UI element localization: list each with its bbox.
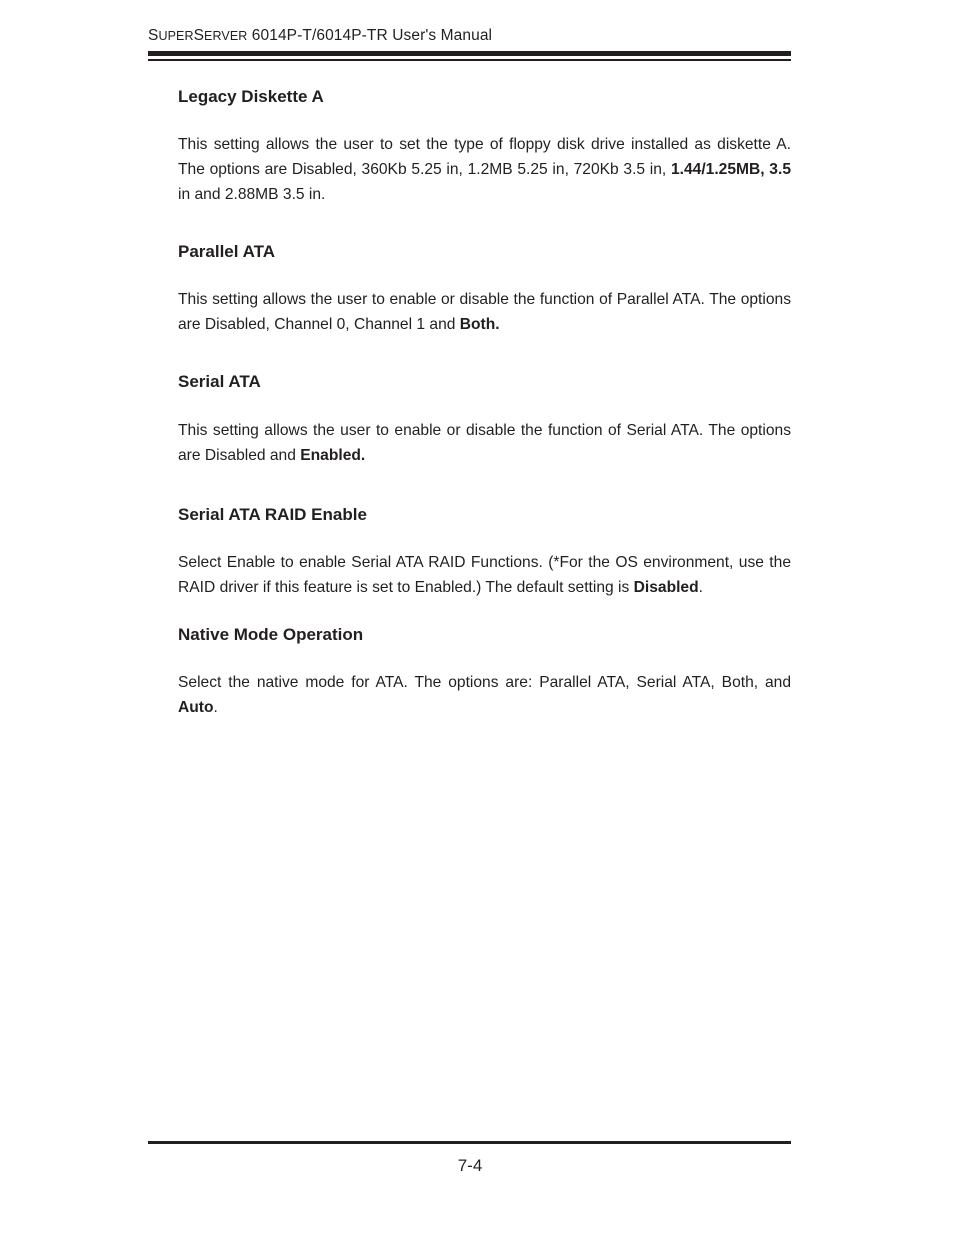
body-bold-default: 1.44/1.25MB, 3.5 — [670, 161, 791, 178]
body-bold-default: Enabled. — [300, 447, 366, 464]
section-body — [178, 550, 791, 600]
section-heading: Legacy Diskette A — [178, 87, 324, 106]
body-text: Select Enable to enable Serial ATA RAID Functions. (*For the OS environment, use the RAID driver if this feature is set to Enabled.) The default setting is — [178, 554, 791, 596]
section-native-mode-operation — [178, 625, 791, 720]
body-text-end: . — [213, 699, 218, 716]
section-serial-ata-raid-enable — [178, 505, 791, 600]
body-text: This setting allows the user to enable or disable the function of Parallel ATA. The options are Disabled, Channel 0, Channel 1 and — [178, 291, 791, 333]
page-number: 7-4 — [457, 1156, 483, 1175]
section-body — [178, 418, 791, 468]
header-title-s1: S — [148, 27, 159, 44]
body-bold-default: Disabled — [633, 579, 699, 596]
header-title-s2: S — [193, 27, 205, 44]
body-text: This setting allows the user to enable or disable the function of Serial ATA. The options are Disabled and — [178, 422, 791, 464]
header-rule-thin — [148, 59, 791, 61]
section-body — [178, 132, 791, 207]
body-bold-default: Both. — [459, 316, 500, 333]
header-title-rest: 6014P-T/6014P-TR User's Manual — [247, 27, 493, 44]
body-text-end: . — [698, 579, 703, 596]
section-heading: Parallel ATA — [178, 242, 275, 261]
header-rule-thick — [148, 51, 791, 56]
section-parallel-ata — [178, 242, 791, 337]
body-bold-default: Auto — [178, 699, 214, 716]
footer-rule — [148, 1141, 791, 1144]
section-heading: Serial ATA RAID Enable — [178, 505, 367, 524]
section-legacy-diskette-a — [178, 87, 791, 207]
header-title-uper: UPER — [158, 29, 194, 43]
section-body — [178, 287, 791, 337]
running-header-title — [148, 27, 492, 45]
body-text: Select the native mode for ATA. The options are: Parallel ATA, Serial ATA, Both, and — [178, 674, 791, 691]
header-title-erver: ERVER — [204, 29, 248, 43]
section-heading: Native Mode Operation — [178, 625, 364, 644]
section-body — [178, 670, 791, 720]
section-heading: Serial ATA — [178, 372, 261, 391]
body-text-end: in and 2.88MB 3.5 in. — [178, 186, 326, 203]
body-text: This setting allows the user to set the type of floppy disk drive installed as diskette A. The options are Disabled, 360Kb 5.25 in, 1.2MB 5.25 in, 720Kb 3.5 in, — [178, 136, 791, 178]
section-serial-ata — [178, 372, 791, 468]
